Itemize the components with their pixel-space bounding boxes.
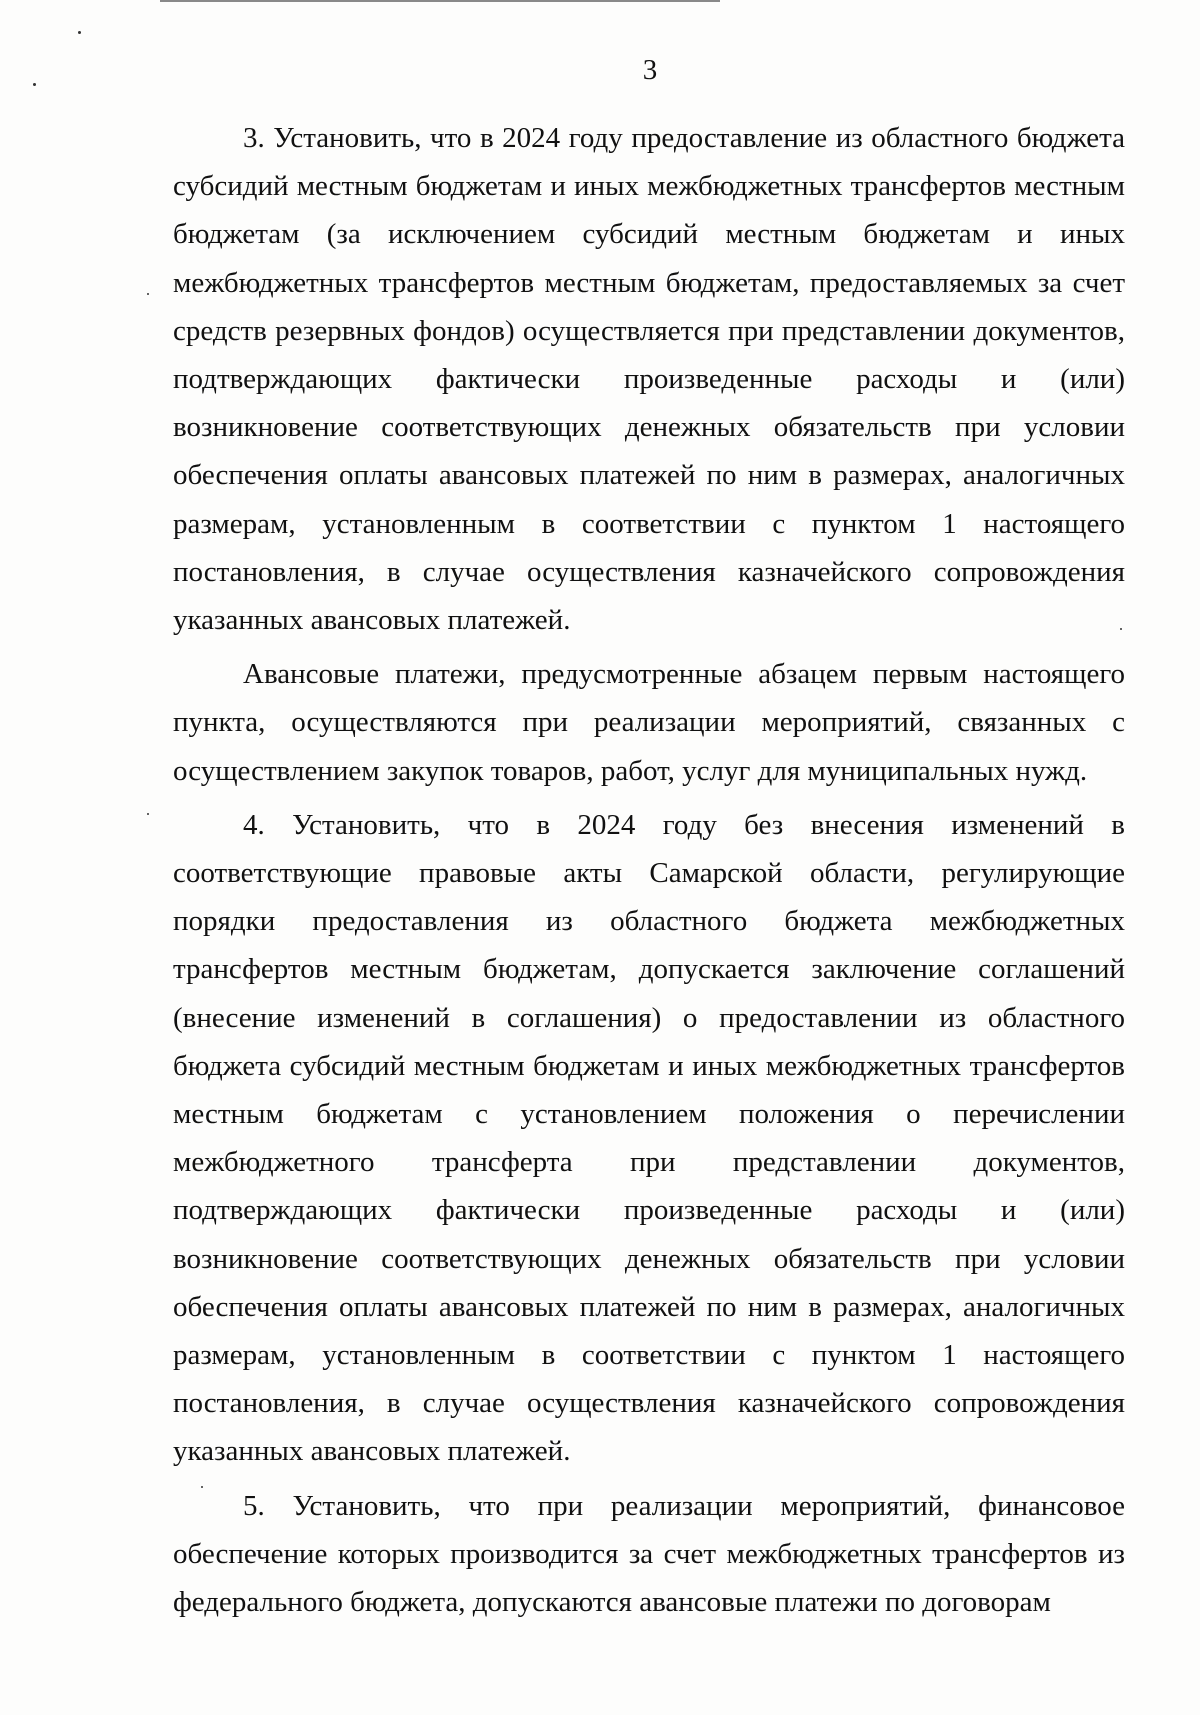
scan-speck bbox=[147, 293, 149, 295]
paragraph-clause-3: 3. Установить, что в 2024 году предоставление из областного бюджета субсидий местным бюджетам и иных межбюджетных трансфертов местным бюджетам (за исключением субсидий местным бюджетам и иных межбюджетных трансфертов местным бюджетам, предоставляемых за счет средств резервных фондов) осуществляется при представлении документов, подтверждающих фактически произведенные расходы и (или) возникновение соответствующих денежных обязательств при условии обеспечения оплаты авансовых платежей по ним в размерах, аналогичных размерам, установленным в соответствии с пунктом 1 настоящего постановления, в случае осуществления казначейского сопровождения указанных авансовых платежей. bbox=[173, 122, 1125, 637]
scan-speck bbox=[78, 31, 81, 34]
paragraph-clause-5: 5. Установить, что при реализации мероприятий, финансовое обеспечение которых производится за счет межбюджетных трансфертов из федерального бюджета, допускаются авансовые платежи по договорам bbox=[173, 1489, 1125, 1619]
scan-top-edge bbox=[160, 0, 720, 2]
paragraph-clause-4: 4. Установить, что в 2024 году без внесения изменений в соответствующие правовые акты Самарской области, регулирующие порядки предоставления из областного бюджета межбюджетных трансфертов местным бюджетам, допускается заключение соглашений (внесение изменений в соглашения) о предоставлении из областного бюджета субсидий местным бюджетам и иных межбюджетных трансфертов местным бюджетам с установлением положения о перечислении межбюджетного трансферта при представлении документов, подтверждающих фактически произведенные расходы и (или) возникновение соответствующих денежных обязательств при условии обеспечения оплаты авансовых платежей по ним в размерах, аналогичных размерам, установленным в соответствии с пунктом 1 настоящего постановления, в случае осуществления казначейского сопровождения указанных авансовых платежей. bbox=[173, 808, 1125, 1468]
scan-speck bbox=[1120, 628, 1122, 630]
document-body bbox=[173, 114, 1125, 1632]
paragraph-advance-payments: Авансовые платежи, предусмотренные абзацем первым настоящего пункта, осуществляются при реализации мероприятий, связанных с осуществлением закупок товаров, работ, услуг для муниципальных нужд. bbox=[173, 658, 1125, 787]
page-number: 3 bbox=[642, 54, 658, 86]
scan-speck bbox=[201, 1486, 203, 1488]
scan-speck bbox=[147, 813, 149, 815]
scan-speck bbox=[33, 83, 36, 86]
